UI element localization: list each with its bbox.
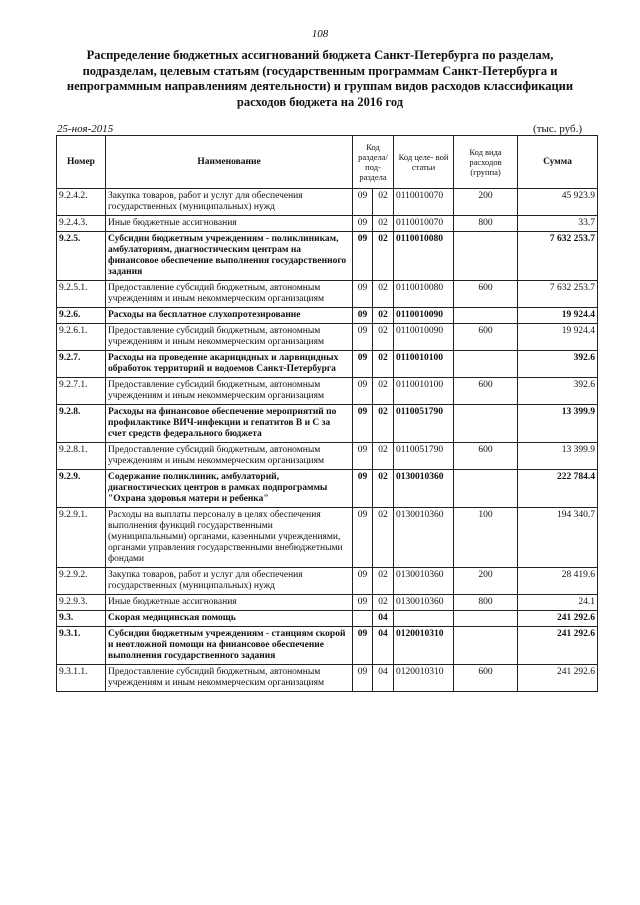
row-amount: 19 924.4 (518, 324, 598, 351)
row-number: 9.2.9.1. (57, 508, 106, 568)
row-number: 9.3.1. (57, 627, 106, 665)
row-amount: 241 292.6 (518, 665, 598, 692)
header-name: Наименование (106, 136, 353, 189)
row-subsection-code: 02 (373, 351, 394, 378)
row-number: 9.2.5.1. (57, 281, 106, 308)
table-row (57, 470, 598, 508)
row-article-code: 0110010070 (394, 189, 454, 216)
row-amount: 19 924.4 (518, 308, 598, 324)
row-amount: 13 399.9 (518, 443, 598, 470)
table-row (57, 665, 598, 692)
document-date: 25-ноя-2015 (57, 123, 114, 135)
row-number: 9.2.7. (57, 351, 106, 378)
row-subsection-code: 02 (373, 216, 394, 232)
row-name: Предоставление субсидий бюджетным, автономным учреждениям и иным некоммерческим организациям (106, 324, 353, 351)
table-row (57, 232, 598, 281)
row-article-code: 0110010090 (394, 308, 454, 324)
row-amount: 241 292.6 (518, 627, 598, 665)
row-section-code: 09 (353, 568, 373, 595)
row-section-code: 09 (353, 508, 373, 568)
row-section-code: 09 (353, 324, 373, 351)
row-section-code: 09 (353, 308, 373, 324)
table-row (57, 351, 598, 378)
row-subsection-code: 04 (373, 665, 394, 692)
row-expense-type (454, 405, 518, 443)
row-name: Предоставление субсидий бюджетным, автономным учреждениям и иным некоммерческим организациям (106, 443, 353, 470)
header-amount: Сумма (518, 136, 598, 189)
table-row (57, 627, 598, 665)
header-number: Номер (57, 136, 106, 189)
row-name: Субсидии бюджетным учреждениям - станциям скорой и неотложной помощи на финансовое обеспечение выполнения государственного задания (106, 627, 353, 665)
row-expense-type: 600 (454, 281, 518, 308)
row-name: Предоставление субсидий бюджетным, автономным учреждениям и иным некоммерческим организациям (106, 281, 353, 308)
table-row (57, 281, 598, 308)
row-section-code: 09 (353, 470, 373, 508)
table-row (57, 308, 598, 324)
table-header-row (57, 136, 598, 189)
row-amount: 222 784.4 (518, 470, 598, 508)
row-amount: 45 923.9 (518, 189, 598, 216)
row-subsection-code: 02 (373, 443, 394, 470)
header-article: Код целе- вой статьи (394, 136, 454, 189)
row-subsection-code: 02 (373, 308, 394, 324)
row-expense-type: 600 (454, 665, 518, 692)
table-row (57, 508, 598, 568)
row-expense-type: 800 (454, 595, 518, 611)
row-number: 9.3.1.1. (57, 665, 106, 692)
row-article-code: 0110010080 (394, 232, 454, 281)
row-section-code: 09 (353, 378, 373, 405)
row-amount: 194 340.7 (518, 508, 598, 568)
row-section-code: 09 (353, 405, 373, 443)
row-article-code: 0110010070 (394, 216, 454, 232)
row-name: Иные бюджетные ассигнования (106, 216, 353, 232)
row-number: 9.2.9.3. (57, 595, 106, 611)
table-row (57, 568, 598, 595)
row-number: 9.2.8.1. (57, 443, 106, 470)
row-name: Закупка товаров, работ и услуг для обеспечения государственных (муниципальных) нужд (106, 568, 353, 595)
row-subsection-code: 02 (373, 595, 394, 611)
row-article-code: 0110051790 (394, 443, 454, 470)
row-amount: 392.6 (518, 351, 598, 378)
row-expense-type: 600 (454, 378, 518, 405)
row-number: 9.2.6. (57, 308, 106, 324)
row-expense-type (454, 627, 518, 665)
row-subsection-code: 02 (373, 470, 394, 508)
row-article-code: 0130010360 (394, 508, 454, 568)
row-subsection-code: 02 (373, 324, 394, 351)
row-section-code: 09 (353, 216, 373, 232)
row-article-code (394, 611, 454, 627)
row-expense-type: 600 (454, 324, 518, 351)
row-expense-type (454, 308, 518, 324)
table-row (57, 595, 598, 611)
row-number: 9.2.4.3. (57, 216, 106, 232)
row-subsection-code: 02 (373, 405, 394, 443)
row-subsection-code: 02 (373, 508, 394, 568)
row-article-code: 0130010360 (394, 595, 454, 611)
table-row (57, 405, 598, 443)
row-section-code: 09 (353, 189, 373, 216)
row-amount: 392.6 (518, 378, 598, 405)
row-subsection-code: 04 (373, 627, 394, 665)
table-row (57, 611, 598, 627)
row-expense-type: 200 (454, 189, 518, 216)
row-subsection-code: 02 (373, 568, 394, 595)
row-section-code: 09 (353, 281, 373, 308)
row-expense-type (454, 232, 518, 281)
row-article-code: 0130010360 (394, 568, 454, 595)
row-name: Расходы на финансовое обеспечение мероприятий по профилактике ВИЧ-инфекции и гепатитов В и С за счет средств федерального бюджета (106, 405, 353, 443)
table-row (57, 216, 598, 232)
row-amount: 28 419.6 (518, 568, 598, 595)
row-article-code: 0110051790 (394, 405, 454, 443)
row-section-code: 09 (353, 351, 373, 378)
row-name: Расходы на проведение акарицидных и ларвицидных обработок территорий и водоемов Санкт-Петербурга (106, 351, 353, 378)
row-expense-type: 800 (454, 216, 518, 232)
row-number: 9.2.6.1. (57, 324, 106, 351)
row-name: Иные бюджетные ассигнования (106, 595, 353, 611)
table-row (57, 443, 598, 470)
row-expense-type: 100 (454, 508, 518, 568)
header-expense-type: Код вида расходов (группа) (454, 136, 518, 189)
row-article-code: 0110010100 (394, 351, 454, 378)
header-section: Код раздела/ под- раздела (353, 136, 394, 189)
table-row (57, 324, 598, 351)
row-section-code: 09 (353, 627, 373, 665)
row-expense-type (454, 611, 518, 627)
row-name: Закупка товаров, работ и услуг для обеспечения государственных (муниципальных) нужд (106, 189, 353, 216)
row-subsection-code: 02 (373, 281, 394, 308)
row-section-code: 09 (353, 232, 373, 281)
row-expense-type (454, 470, 518, 508)
row-amount: 13 399.9 (518, 405, 598, 443)
row-number: 9.2.8. (57, 405, 106, 443)
row-name: Расходы на бесплатное слухопротезирование (106, 308, 353, 324)
row-article-code: 0110010080 (394, 281, 454, 308)
document-title: Распределение бюджетных ассигнований бюджета Санкт-Петербурга по разделам, подразделам, целевым статьям (государственным программам Санкт-Петербурга и непрограммным направлениям деятельности) и группам видов расходов классификации расходов бюджета на 2016 год (66, 48, 574, 109)
row-name: Расходы на выплаты персоналу в целях обеспечения выполнения функций государственными (муниципальными) органами, казенными учреждениями, органами управления государственными внебюджетными фондами (106, 508, 353, 568)
page-number: 108 (311, 28, 329, 40)
row-amount: 241 292.6 (518, 611, 598, 627)
row-number: 9.3. (57, 611, 106, 627)
row-amount: 7 632 253.7 (518, 232, 598, 281)
row-number: 9.2.4.2. (57, 189, 106, 216)
row-section-code: 09 (353, 665, 373, 692)
row-name: Содержание поликлиник, амбулаторий, диагностических центров в рамках подпрограммы "Охрана здоровья матери и ребенка" (106, 470, 353, 508)
row-section-code: 09 (353, 443, 373, 470)
row-number: 9.2.7.1. (57, 378, 106, 405)
budget-table (56, 135, 598, 692)
row-subsection-code: 04 (373, 611, 394, 627)
row-expense-type: 600 (454, 443, 518, 470)
row-article-code: 0120010310 (394, 665, 454, 692)
row-article-code: 0120010310 (394, 627, 454, 665)
row-subsection-code: 02 (373, 378, 394, 405)
table-row (57, 189, 598, 216)
units-label: (тыс. руб.) (533, 123, 582, 135)
row-subsection-code: 02 (373, 189, 394, 216)
row-number: 9.2.9.2. (57, 568, 106, 595)
row-amount: 33.7 (518, 216, 598, 232)
row-section-code (353, 611, 373, 627)
row-subsection-code: 02 (373, 232, 394, 281)
row-expense-type: 200 (454, 568, 518, 595)
row-article-code: 0110010100 (394, 378, 454, 405)
row-article-code: 0110010090 (394, 324, 454, 351)
row-article-code: 0130010360 (394, 470, 454, 508)
row-name: Скорая медицинская помощь (106, 611, 353, 627)
row-amount: 24.1 (518, 595, 598, 611)
table-row (57, 378, 598, 405)
row-number: 9.2.9. (57, 470, 106, 508)
row-name: Субсидии бюджетным учреждениям - поликлиникам, амбулаториям, диагностическим центрам на финансовое обеспечение выполнения государственного задания (106, 232, 353, 281)
row-name: Предоставление субсидий бюджетным, автономным учреждениям и иным некоммерческим организациям (106, 665, 353, 692)
row-name: Предоставление субсидий бюджетным, автономным учреждениям и иным некоммерческим организациям (106, 378, 353, 405)
row-expense-type (454, 351, 518, 378)
row-number: 9.2.5. (57, 232, 106, 281)
row-section-code: 09 (353, 595, 373, 611)
row-amount: 7 632 253.7 (518, 281, 598, 308)
